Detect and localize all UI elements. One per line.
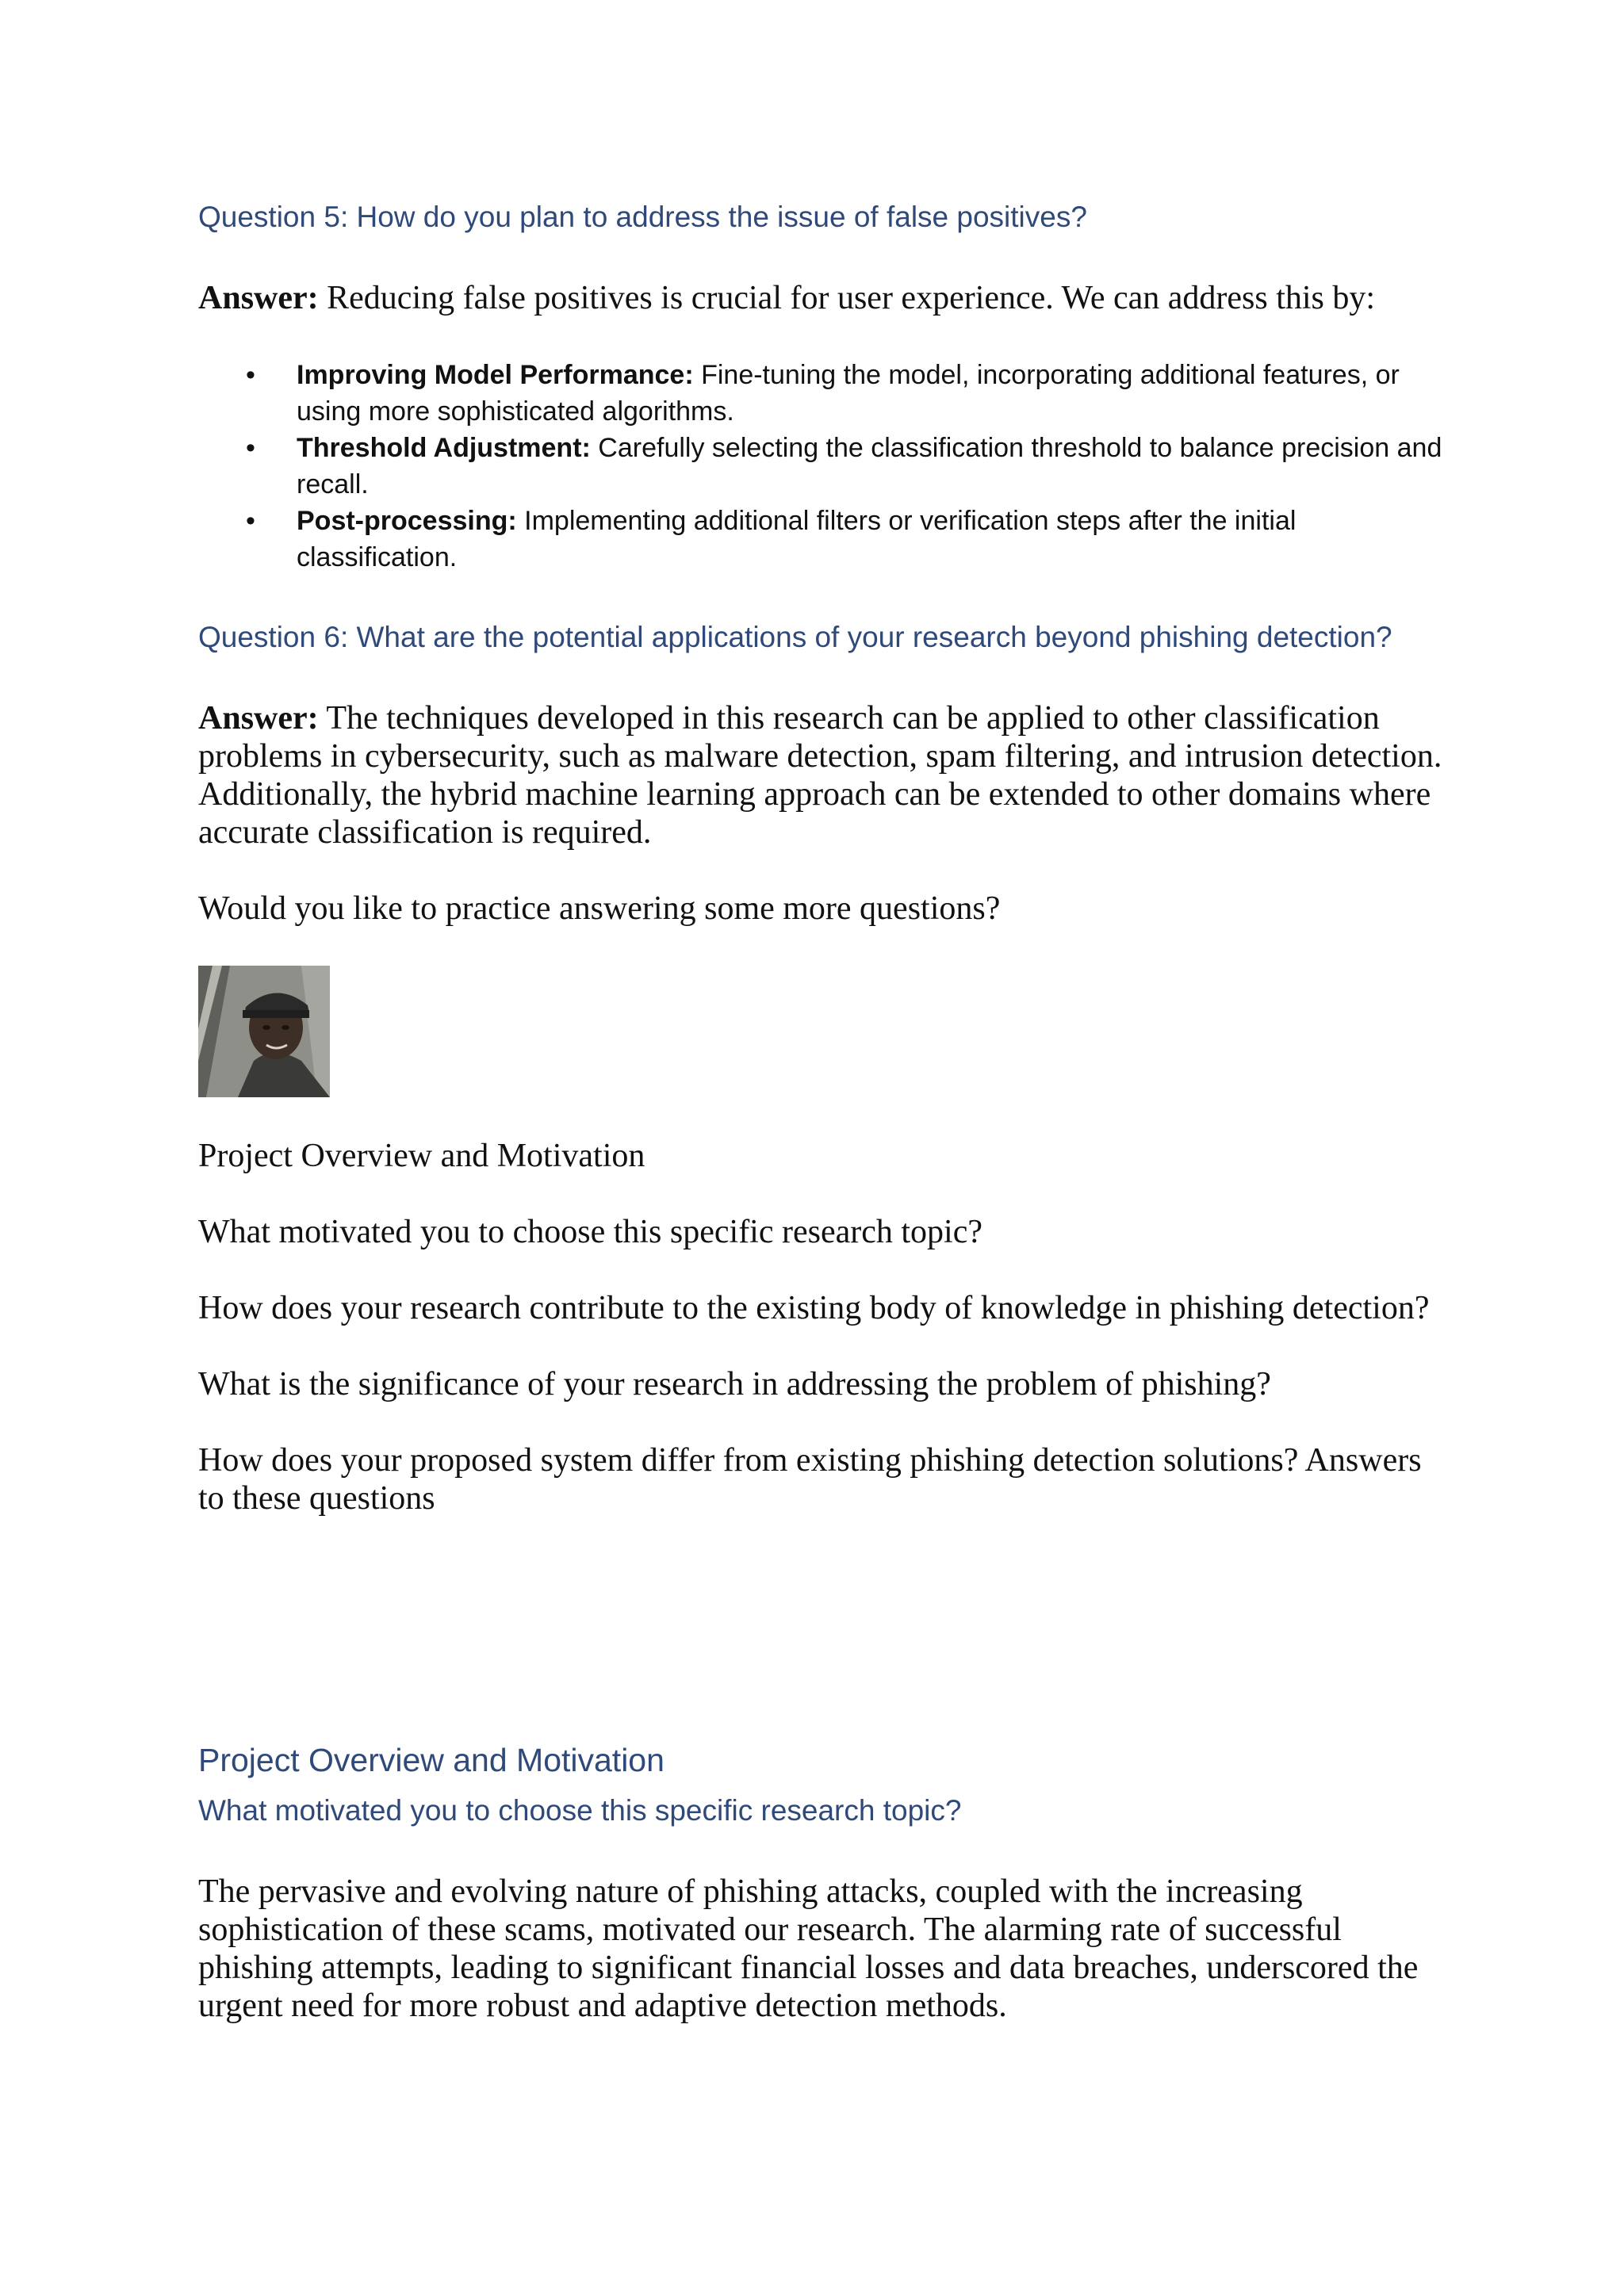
bullet-title: Improving Model Performance: xyxy=(297,360,694,390)
answer-text: Reducing false positives is crucial for user experience. We can address this by: xyxy=(318,280,1376,316)
user-question-2: How does your research contribute to the existing body of knowledge in phishing detection? xyxy=(198,1290,1430,1326)
user-question-4: How does your proposed system differ from existing phishing detection solutions? Answers to these questions xyxy=(198,1442,1422,1517)
bullet-icon: • xyxy=(246,360,255,390)
user-message-title: Project Overview and Motivation xyxy=(198,1138,645,1174)
answer-label: Answer: xyxy=(198,280,319,316)
user-question-3: What is the significance of your research in addressing the problem of phishing? xyxy=(198,1366,1271,1402)
user-question-1: What motivated you to choose this specific research topic? xyxy=(198,1214,982,1250)
list-item xyxy=(198,430,1462,503)
bullet-text: Fine-tuning the model, incorporating additional features, or using more sophisticated algorithms. xyxy=(297,360,1400,427)
section-paragraph: The pervasive and evolving nature of phishing attacks, coupled with the increasing sophistication of these scams, motivated our research. The alarming rate of successful phishing attempts, leading to significant financial losses and data breaches, underscored the urgent need for more robust and adaptive detection methods. xyxy=(198,1873,1419,2024)
list-item xyxy=(198,357,1462,430)
bullet-text: Carefully selecting the classification threshold to balance precision and recall. xyxy=(297,433,1442,499)
answer-text: The techniques developed in this research can be applied to other classification problems in cybersecurity, such as malware detection, spam filtering, and intrusion detection. Additionally, the hybrid machine learning approach can be extended to other domains where accurate classification is required. xyxy=(198,700,1442,851)
question-6-heading: Question 6: What are the potential applications of your research beyond phishing detection? xyxy=(198,621,1392,653)
section-heading: Project Overview and Motivation xyxy=(198,1742,665,1778)
answer-label: Answer: xyxy=(198,700,319,737)
question-5-answer xyxy=(198,279,1443,317)
bullet-title: Post-processing: xyxy=(297,506,517,536)
bullet-text: Implementing additional filters or verification steps after the initial classification. xyxy=(297,506,1297,572)
person-photo-icon xyxy=(198,966,330,1097)
bullet-title: Threshold Adjustment: xyxy=(297,433,591,463)
question-6-answer xyxy=(198,699,1443,851)
false-positive-strategies-list xyxy=(198,357,1443,576)
question-5-heading: Question 5: How do you plan to address the issue of false positives? xyxy=(198,201,1087,233)
list-item xyxy=(198,503,1462,576)
user-avatar xyxy=(198,966,330,1097)
section-subheading: What motivated you to choose this specific research topic? xyxy=(198,1794,962,1827)
practice-prompt: Would you like to practice answering some more questions? xyxy=(198,890,1001,927)
bullet-icon: • xyxy=(246,506,255,536)
bullet-icon: • xyxy=(246,433,255,463)
